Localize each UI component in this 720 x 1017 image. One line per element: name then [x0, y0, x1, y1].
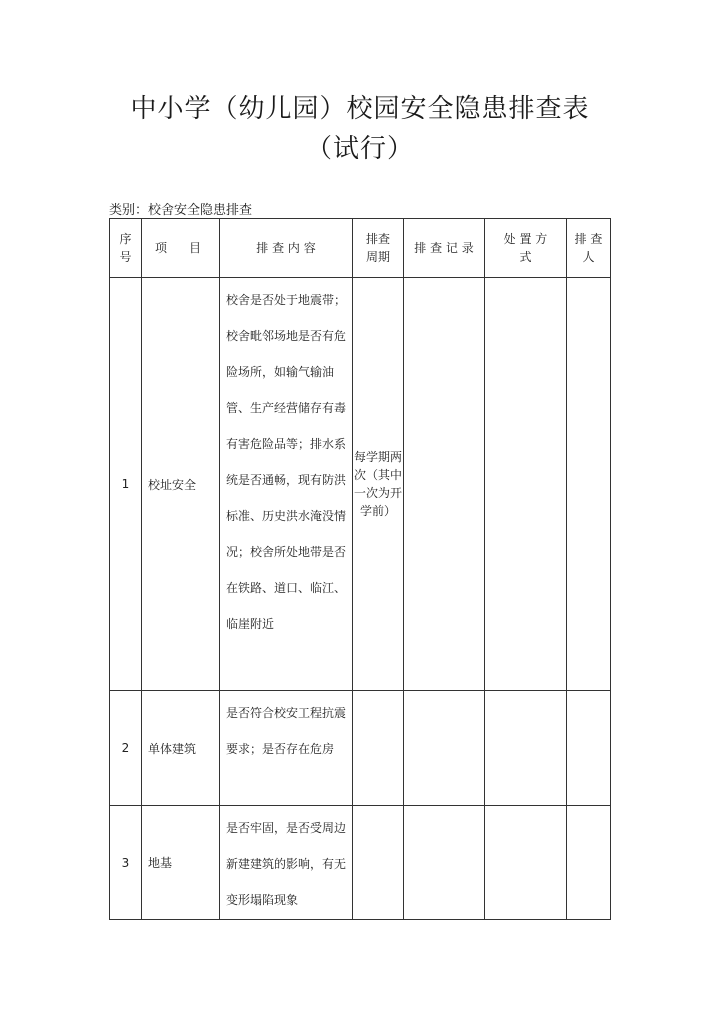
row-item: 校址安全 — [142, 278, 220, 691]
row-record — [404, 691, 485, 806]
header-cycle: 排查 周期 — [353, 219, 404, 278]
row-cycle — [353, 691, 404, 806]
row-number: 2 — [110, 691, 142, 806]
inspection-table — [109, 218, 611, 920]
row-content: 是否符合校安工程抗震要求；是否存在危房 — [220, 691, 353, 806]
table-row — [110, 806, 611, 920]
header-record: 排 查 记 录 — [404, 219, 485, 278]
header-no: 序 号 — [110, 219, 142, 278]
header-dispose: 处 置 方 式 — [485, 219, 567, 278]
row-person — [567, 278, 611, 691]
row-dispose — [485, 278, 567, 691]
row-number: 3 — [110, 806, 142, 920]
row-dispose — [485, 806, 567, 920]
header-content: 排 查 内 容 — [220, 219, 353, 278]
row-dispose — [485, 691, 567, 806]
row-item: 单体建筑 — [142, 691, 220, 806]
row-item: 地基 — [142, 806, 220, 920]
row-record — [404, 278, 485, 691]
row-person — [567, 691, 611, 806]
row-number: 1 — [110, 278, 142, 691]
header-row — [110, 219, 611, 278]
table-row — [110, 691, 611, 806]
row-cycle: 每学期两次（其中一次为开学前） — [353, 278, 404, 691]
row-content: 校舍是否处于地震带；校舍毗邻场地是否有危险场所，如输气输油管、生产经营储存有毒有害危险品等；排水系统是否通畅，现有防洪标准、历史洪水淹没情况；校舍所处地带是否在铁路、道口、临江、临崖附近 — [220, 278, 353, 691]
page-subtitle: （试行） — [305, 134, 414, 164]
category-label: 类别：校舍安全隐患排查 — [109, 203, 253, 218]
header-person: 排 查 人 — [567, 219, 611, 278]
page-title: 中小学（幼儿园）校园安全隐患排查表 — [130, 94, 590, 124]
row-record — [404, 806, 485, 920]
row-cycle — [353, 806, 404, 920]
table-row — [110, 278, 611, 691]
header-item: 项 目 — [142, 219, 220, 278]
row-content: 是否牢固，是否受周边新建建筑的影响，有无变形塌陷现象 — [220, 806, 353, 920]
row-person — [567, 806, 611, 920]
